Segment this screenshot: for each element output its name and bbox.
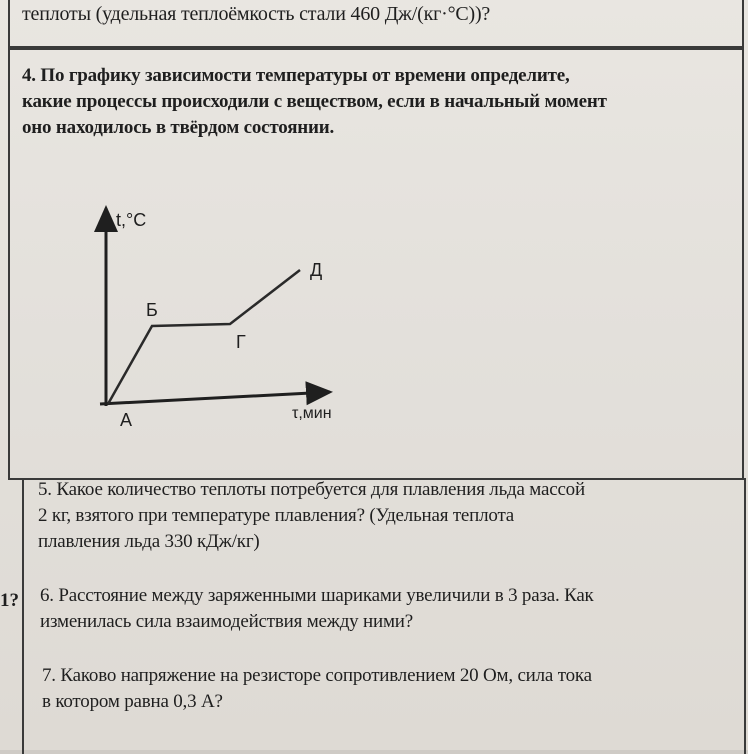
question-3-tail: теплоты (удельная теплоёмкость стали 460 Дж/(кг·°С))?	[22, 3, 491, 25]
question-5-line-2: 2 кг, взятого при температуре плавления? (Удельная теплота	[38, 505, 515, 526]
x-axis	[100, 392, 330, 404]
question-4-line-3: оно находилось в твёрдом состоянии.	[22, 117, 335, 138]
y-axis-label: t,°C	[116, 210, 147, 230]
question-5-line-1: 5. Какое количество теплоты потребуется для плавления льда массой	[38, 479, 585, 500]
question-7-line-2: в котором равна 0,3 А?	[42, 691, 223, 712]
question-7-line-1: 7. Каково напряжение на резисторе сопротивлением 20 Ом, сила тока	[42, 665, 592, 686]
question-5-line-3: плавления льда 330 кДж/кг)	[38, 531, 260, 552]
margin-mark: 1?	[0, 590, 19, 611]
question-4-line-1: 4. По графику зависимости температуры от времени определите,	[22, 65, 570, 86]
temperature-curve	[108, 270, 300, 404]
x-axis-label: τ,мин	[292, 405, 332, 422]
point-label-d: Д	[310, 260, 323, 280]
point-label-a: А	[120, 410, 133, 430]
question-4-line-2: какие процессы происходили с веществом, если в начальный момент	[22, 91, 607, 112]
point-label-g: Г	[236, 332, 246, 352]
question-6-line-2: изменилась сила взаимодействия между ними?	[40, 611, 413, 632]
point-label-b: Б	[146, 300, 158, 320]
question-6-line-1: 6. Расстояние между заряженными шариками увеличили в 3 раза. Как	[40, 585, 594, 606]
